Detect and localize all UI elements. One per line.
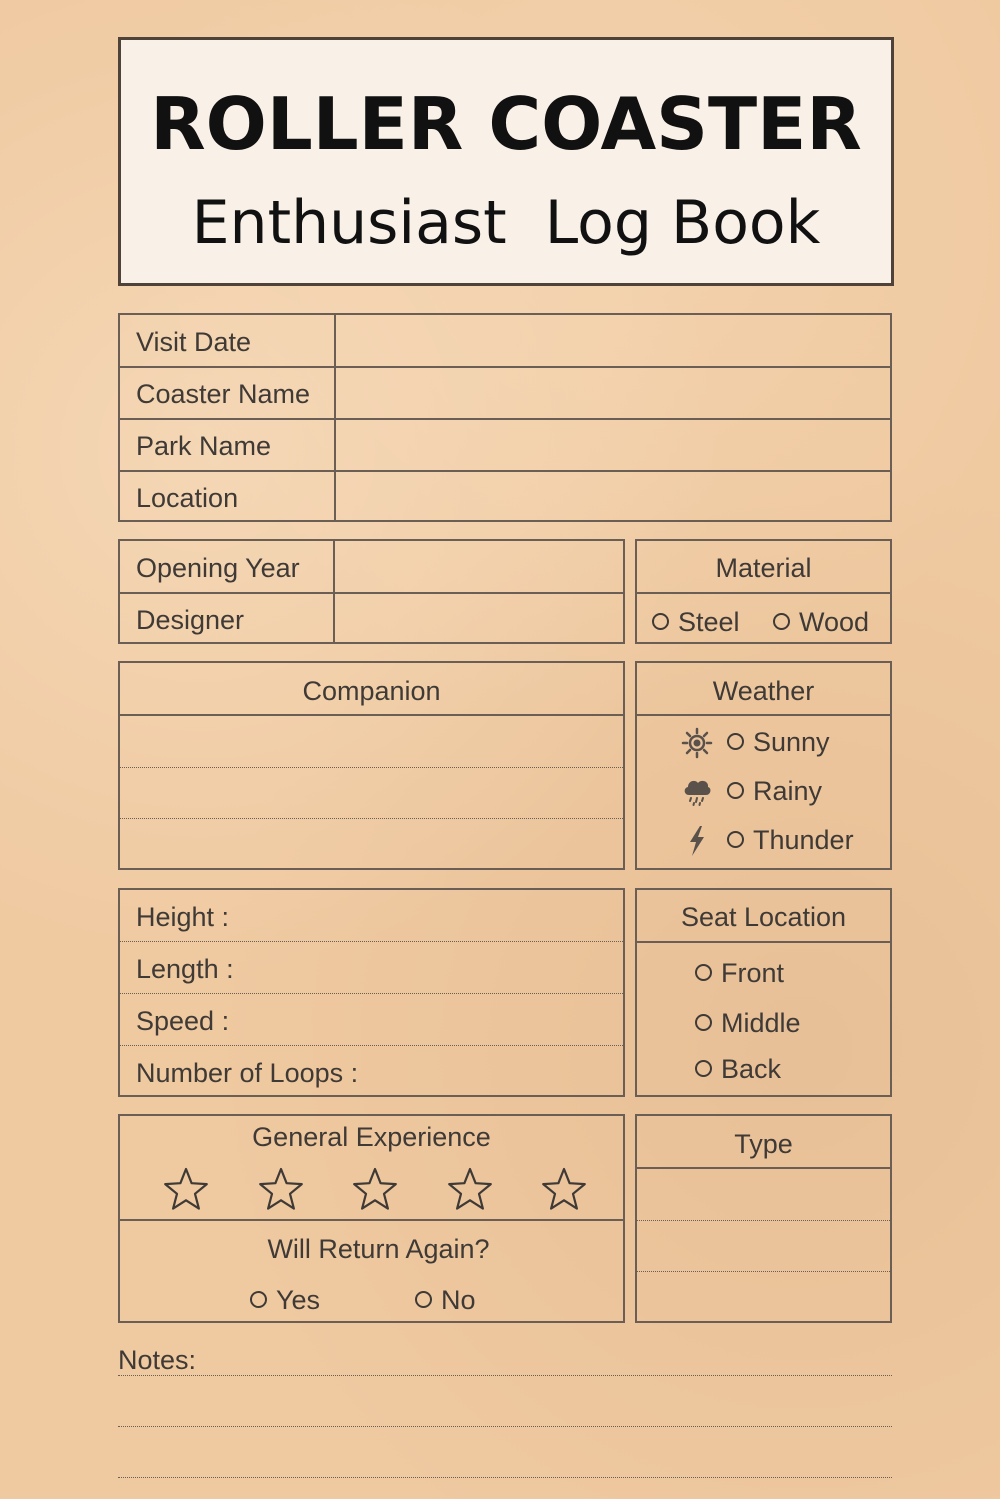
notes-label: Notes: [118,1345,197,1375]
thunder-radio[interactable] [727,831,744,848]
opening-year-field[interactable] [335,541,623,592]
front-label: Front [721,958,785,988]
companion-line-2[interactable] [120,768,623,818]
park-name-label: Park Name [136,431,272,461]
notes-line-1[interactable] [118,1375,892,1376]
companion-box [118,661,625,870]
star-icon[interactable] [540,1166,588,1212]
return-option-no[interactable] [415,1285,476,1315]
title-subtitle: Enthusiast Log Book [191,188,821,258]
weather-title: Weather [712,676,815,706]
type-line-2[interactable] [637,1221,890,1271]
steel-radio[interactable] [652,613,669,630]
star-icon[interactable] [351,1166,399,1212]
rainy-label: Rainy [753,776,823,806]
notes-line-2[interactable] [118,1426,892,1427]
return-title: Will Return Again? [267,1234,490,1264]
location-field[interactable] [336,472,890,520]
weather-box [635,661,892,870]
speed-field[interactable] [250,994,623,1045]
no-radio[interactable] [415,1291,432,1308]
loops-field[interactable] [390,1046,623,1095]
height-field[interactable] [250,890,623,941]
sunny-radio[interactable] [727,733,744,750]
stats-box [118,888,625,1097]
wood-label: Wood [799,607,870,637]
wood-radio[interactable] [773,613,790,630]
steel-label: Steel [678,607,740,637]
thunder-label: Thunder [753,825,854,855]
title-box [118,37,894,286]
companion-line-3[interactable] [120,820,623,868]
seat-option-front[interactable] [695,958,784,988]
designer-field[interactable] [335,594,623,642]
title-main: ROLLER COASTER [150,82,862,166]
loops-label: Number of Loops : [136,1058,359,1088]
height-label: Height : [136,902,230,932]
weather-option-sunny[interactable] [727,727,830,757]
companion-line-1[interactable] [120,716,623,766]
seat-option-middle[interactable] [695,1008,801,1038]
material-box [635,539,892,644]
experience-box [118,1114,625,1323]
notes-line-3[interactable] [118,1477,892,1478]
visit-date-label: Visit Date [136,327,252,357]
length-label: Length : [136,954,234,984]
visit-date-field[interactable] [336,315,890,366]
type-line-1[interactable] [637,1169,890,1219]
material-title: Material [715,553,812,583]
star-icon[interactable] [162,1166,210,1212]
lightning-icon [681,825,713,857]
back-label: Back [721,1054,782,1084]
middle-label: Middle [721,1008,801,1038]
details-table [118,539,625,644]
speed-label: Speed : [136,1006,230,1036]
yes-radio[interactable] [250,1291,267,1308]
front-radio[interactable] [695,964,712,981]
experience-title: General Experience [252,1122,491,1152]
return-option-yes[interactable] [250,1285,320,1315]
star-icon[interactable] [257,1166,305,1212]
location-label: Location [136,483,239,513]
back-radio[interactable] [695,1060,712,1077]
coaster-name-field[interactable] [336,368,890,418]
type-title: Type [734,1129,793,1159]
park-name-field[interactable] [336,420,890,470]
info-table [118,313,892,522]
seat-location-title: Seat Location [680,902,847,932]
star-icon[interactable] [446,1166,494,1212]
weather-option-rainy[interactable] [727,776,822,806]
companion-title: Companion [302,676,441,706]
yes-label: Yes [276,1285,321,1315]
coaster-name-label: Coaster Name [136,379,311,409]
opening-year-label: Opening Year [136,553,300,583]
no-label: No [441,1285,476,1315]
sun-icon [681,727,713,759]
sunny-label: Sunny [753,727,830,757]
length-field[interactable] [250,942,623,993]
weather-option-thunder[interactable] [727,825,854,855]
rain-cloud-icon [681,775,713,807]
rainy-radio[interactable] [727,782,744,799]
middle-radio[interactable] [695,1014,712,1031]
seat-location-box [635,888,892,1097]
material-option-wood[interactable] [773,607,869,637]
type-box [635,1114,892,1323]
type-line-3[interactable] [637,1273,890,1321]
designer-label: Designer [136,605,245,635]
seat-option-back[interactable] [695,1054,781,1084]
material-option-steel[interactable] [652,607,740,637]
